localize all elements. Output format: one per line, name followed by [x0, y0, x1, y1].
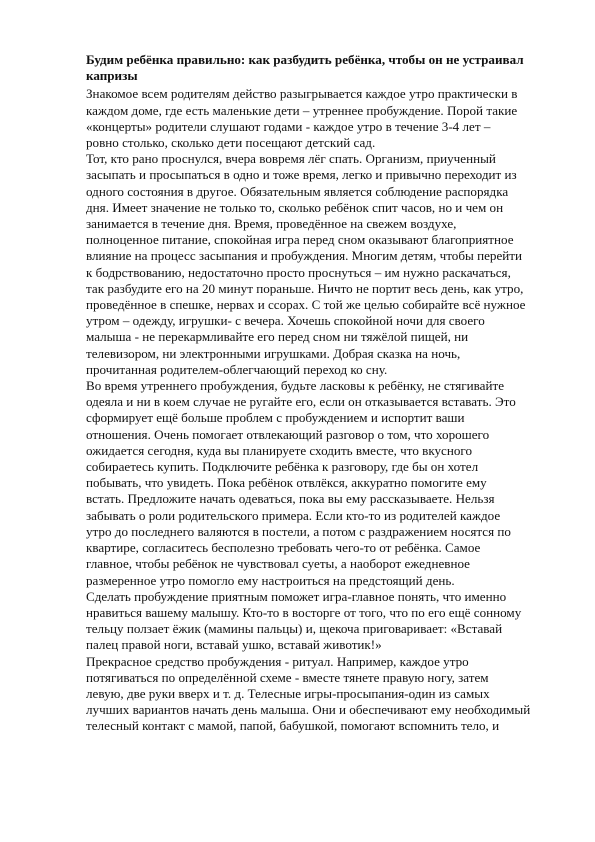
body-line: Сделать пробуждение приятным поможет игра-главное понять, что именно [86, 588, 507, 604]
body-line: полноценное питание, спокойная игра перед сном оказывают благоприятное [86, 232, 514, 248]
body-line: занимается в течение дня. Время, проведённое на свежем воздухе, [86, 216, 457, 232]
body-line: главное, чтобы ребёнок не чувствовал суеты, а наоборот ежедневное [86, 556, 470, 572]
body-line: прочитанная родителем-облегчающий переход ко сну. [86, 361, 388, 377]
body-line: одного состояния в другое. Обязательным является соблюдение распорядка [86, 183, 509, 199]
article-text [86, 52, 548, 735]
body-line: малыша - не перекармливайте его перед сном ни тяжёлой пищей, ни [86, 329, 469, 345]
body-line: отношения. Очень помогает отвлекающий разговор о том, что хорошего [86, 426, 490, 442]
body-line: ожидается сегодня, куда вы планируете сходить вместе, что вкусного [86, 442, 473, 458]
body-line: собираетесь купить. Подключите ребёнка к разговору, где бы он хотел [86, 459, 479, 475]
body-line: забывать о роли родительского примера. Если кто-то из родителей каждое [86, 507, 501, 523]
body-line: к бодрствованию, недостаточно просто проснуться – им нужно раскачаться, [86, 264, 511, 280]
body-line: каждом доме, где есть маленькие дети – утреннее пробуждение. Порой такие [86, 102, 518, 118]
body-line: нравиться вашему малышу. Кто-то в восторге от того, что по его ещё сонному [86, 604, 522, 620]
article-title [86, 52, 548, 84]
body-line: встать. Предложите начать одеваться, пока вы ему рассказываете. Нельзя [86, 491, 495, 507]
body-line: Прекрасное средство пробуждения - ритуал. Например, каждое утро [86, 653, 469, 669]
body-line: так разбудите его на 20 минут пораньше. Ничто не портит весь день, как утро, [86, 280, 524, 296]
article-body [86, 86, 548, 734]
body-line: размеренное утро помогло ему настроиться на предстоящий день. [86, 572, 455, 588]
body-line: потягиваться по определённой схеме - вместе тянете правую ногу, затем [86, 669, 489, 685]
body-line: ровно столько, сколько дети посещают детский сад. [86, 135, 376, 151]
body-line: сформирует ещё больше проблем с пробуждением и испортит ваши [86, 410, 465, 426]
body-line: квартире, согласитесь бесполезно требовать чего-то от ребёнка. Самое [86, 540, 481, 556]
title-line: капризы [86, 68, 138, 84]
body-line: Знакомое всем родителям действо разыгрывается каждое утро практически в [86, 86, 518, 102]
body-line: левую, две руки вверх и т. д. Телесные игры-просыпания-один из самых [86, 685, 490, 701]
body-line: утром – одежду, игрушки- с вечера. Хочешь спокойной ночи для своего [86, 313, 485, 329]
body-line: проведённое в спешке, нервах и ссорах. С той же целью собирайте всё нужное [86, 297, 526, 313]
body-line: побывать, что увидеть. Пока ребёнок отвлёкся, аккуратно помогите ему [86, 475, 487, 491]
body-line: телевизором, ни электронными игрушками. Добрая сказка на ночь, [86, 345, 461, 361]
body-line: палец правой ноги, вставай ушко, вставай животик!» [86, 637, 382, 653]
body-line: Во время утреннего пробуждения, будьте ласковы к ребёнку, не стягивайте [86, 378, 505, 394]
body-line: утро до последнего валяются в постели, а потом с раздражением носятся по [86, 523, 511, 539]
body-line: «концерты» родители слушают годами - каждое утро в течение 3-4 лет – [86, 118, 491, 134]
body-line: лучших вариантов начать день малыша. Они и обеспечивают ему необходимый [86, 702, 531, 718]
body-line: одеяла и ни в коем случае не ругайте его, если он отказывается вставать. Это [86, 394, 516, 410]
body-line: дня. Имеет значение не только то, сколько ребёнок спит часов, но и чем он [86, 199, 504, 215]
title-line: Будим ребёнка правильно: как разбудить ребёнка, чтобы он не устраивал [86, 52, 524, 67]
body-line: тельцу ползает ёжик (мамины пальцы) и, щекоча приговаривает: «Вставай [86, 621, 503, 637]
body-line: влияние на процесс засыпания и пробуждения. Многим детям, чтобы перейти [86, 248, 522, 264]
body-line: засыпать и просыпаться в одно и тоже время, легко и привычно переходит из [86, 167, 517, 183]
body-line: Тот, кто рано проснулся, вчера вовремя лёг спать. Организм, приученный [86, 151, 496, 167]
body-line: телесный контакт с мамой, папой, бабушкой, помогают вспомнить тело, и [86, 718, 500, 734]
